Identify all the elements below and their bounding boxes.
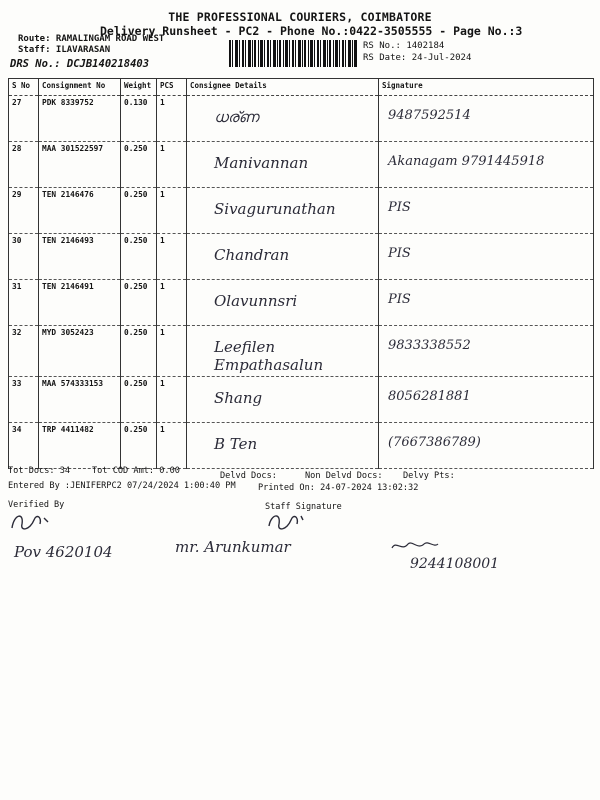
- col-header-weight: Weight: [121, 79, 157, 96]
- verified-by-label: Verified By: [8, 500, 65, 510]
- cell-consignment: TEN 2146493: [39, 234, 121, 280]
- cell-sno: 30: [9, 234, 39, 280]
- cell-signature: [379, 142, 594, 188]
- runsheet-subtitle: Delivery Runsheet - PC2 - Phone No.:0422-3505555 - Page No.:3: [100, 24, 523, 38]
- col-header-consignment: Consignment No: [39, 79, 121, 96]
- cell-sno: 33: [9, 377, 39, 423]
- total-docs: Tot Docs: 34: [8, 466, 71, 476]
- cell-weight: 0.250: [121, 326, 157, 377]
- cell-pcs: 1: [157, 234, 187, 280]
- company-title: THE PROFESSIONAL COURIERS, COIMBATORE: [168, 10, 432, 24]
- cell-pcs: 1: [157, 326, 187, 377]
- verifier-signature-scribble: [8, 510, 50, 536]
- cell-sno: 29: [9, 188, 39, 234]
- delivered-docs: Delvd Docs:: [220, 471, 277, 481]
- handwritten-pov: Pov 4620104: [14, 543, 113, 561]
- entered-by: Entered By :JENIFERPC2 07/24/2024 1:00:40 PM: [8, 481, 236, 491]
- table-row: [9, 188, 594, 234]
- col-header-pcs: PCS: [157, 79, 187, 96]
- cell-consignee: [187, 188, 379, 234]
- cell-weight: 0.250: [121, 188, 157, 234]
- consignee-handwriting: Sivagurunathan: [214, 200, 336, 218]
- runsheet-table: [8, 78, 594, 469]
- cell-consignment: TEN 2146476: [39, 188, 121, 234]
- table-row: [9, 423, 594, 469]
- cell-consignee: [187, 234, 379, 280]
- cell-pcs: 1: [157, 142, 187, 188]
- cell-weight: 0.250: [121, 142, 157, 188]
- signature-handwriting: 9487592514: [388, 108, 471, 123]
- cell-sno: 34: [9, 423, 39, 469]
- signature-handwriting: PIS: [388, 292, 411, 307]
- cell-consignee: [187, 96, 379, 142]
- cell-weight: 0.130: [121, 96, 157, 142]
- cell-weight: 0.250: [121, 280, 157, 326]
- cell-consignment: MYD 3052423: [39, 326, 121, 377]
- staff-label: Staff: ILAVARASAN: [18, 45, 111, 55]
- printed-on: Printed On: 24-07-2024 13:02:32: [258, 483, 419, 493]
- cell-signature: [379, 234, 594, 280]
- signature-handwriting: 8056281881: [388, 389, 471, 404]
- table-row: [9, 326, 594, 377]
- cell-signature: [379, 326, 594, 377]
- cell-sno: 27: [9, 96, 39, 142]
- consignee-handwriting: Olavunnsri: [214, 292, 298, 310]
- col-header-signature: Signature: [379, 79, 594, 96]
- cell-weight: 0.250: [121, 423, 157, 469]
- rs-number: RS No.: 1402184: [363, 41, 445, 51]
- cell-consignment: MAA 574333153: [39, 377, 121, 423]
- non-delivered-docs: Non Delvd Docs:: [305, 471, 383, 481]
- table-row: [9, 377, 594, 423]
- cell-weight: 0.250: [121, 377, 157, 423]
- staff-signature-scribble: [265, 510, 307, 534]
- table-header-row: [9, 79, 594, 96]
- handwritten-phone: 9244108001: [410, 556, 500, 572]
- cell-consignee: [187, 377, 379, 423]
- cell-signature: [379, 280, 594, 326]
- cell-consignment: MAA 301522597: [39, 142, 121, 188]
- cell-sno: 32: [9, 326, 39, 377]
- cell-sno: 28: [9, 142, 39, 188]
- signature-handwriting: PIS: [388, 246, 411, 261]
- handwritten-name: mr. Arunkumar: [175, 538, 291, 556]
- cell-signature: [379, 423, 594, 469]
- consignee-handwriting: B Ten: [214, 435, 258, 453]
- col-header-sno: S No: [9, 79, 39, 96]
- route-label: Route: RAMALINGAM ROAD WEST: [18, 34, 165, 44]
- cell-signature: [379, 188, 594, 234]
- tamil-handwriting-scribble: [390, 538, 440, 554]
- cell-weight: 0.250: [121, 234, 157, 280]
- consignee-handwriting: Manivannan: [214, 154, 309, 172]
- col-header-consignee: Consignee Details: [187, 79, 379, 96]
- signature-handwriting: PIS: [388, 200, 411, 215]
- drs-number: DRS No.: DCJB140218403: [10, 58, 150, 70]
- staff-signature-label: Staff Signature: [265, 502, 342, 512]
- signature-handwriting: 9833338552: [388, 338, 471, 353]
- rs-date: RS Date: 24-Jul-2024: [363, 53, 472, 63]
- signature-handwriting: (7667386789): [388, 435, 481, 450]
- cell-consignee: [187, 423, 379, 469]
- cell-consignment: TEN 2146491: [39, 280, 121, 326]
- barcode: [229, 40, 357, 67]
- cell-consignment: PDK 8339752: [39, 96, 121, 142]
- cell-pcs: 1: [157, 280, 187, 326]
- cell-sno: 31: [9, 280, 39, 326]
- total-cod-amount: Tot COD Amt: 0.00: [92, 466, 180, 476]
- delivery-points: Delvy Pts:: [403, 471, 455, 481]
- table-row: [9, 96, 594, 142]
- consignee-handwriting: ധര്ണ: [214, 108, 259, 126]
- cell-pcs: 1: [157, 96, 187, 142]
- consignee-handwriting: Chandran: [214, 246, 290, 264]
- table-row: [9, 142, 594, 188]
- cell-consignee: [187, 280, 379, 326]
- cell-consignment: TRP 4411482: [39, 423, 121, 469]
- cell-signature: [379, 377, 594, 423]
- table-row: [9, 234, 594, 280]
- table-row: [9, 280, 594, 326]
- cell-consignee: [187, 326, 379, 377]
- consignee-handwriting: Leefilen Empathasalun: [214, 338, 324, 374]
- cell-consignee: [187, 142, 379, 188]
- cell-pcs: 1: [157, 188, 187, 234]
- signature-handwriting: Akanagam 9791445918: [388, 154, 545, 169]
- cell-pcs: 1: [157, 377, 187, 423]
- cell-pcs: 1: [157, 423, 187, 469]
- cell-signature: [379, 96, 594, 142]
- consignee-handwriting: Shang: [214, 389, 263, 407]
